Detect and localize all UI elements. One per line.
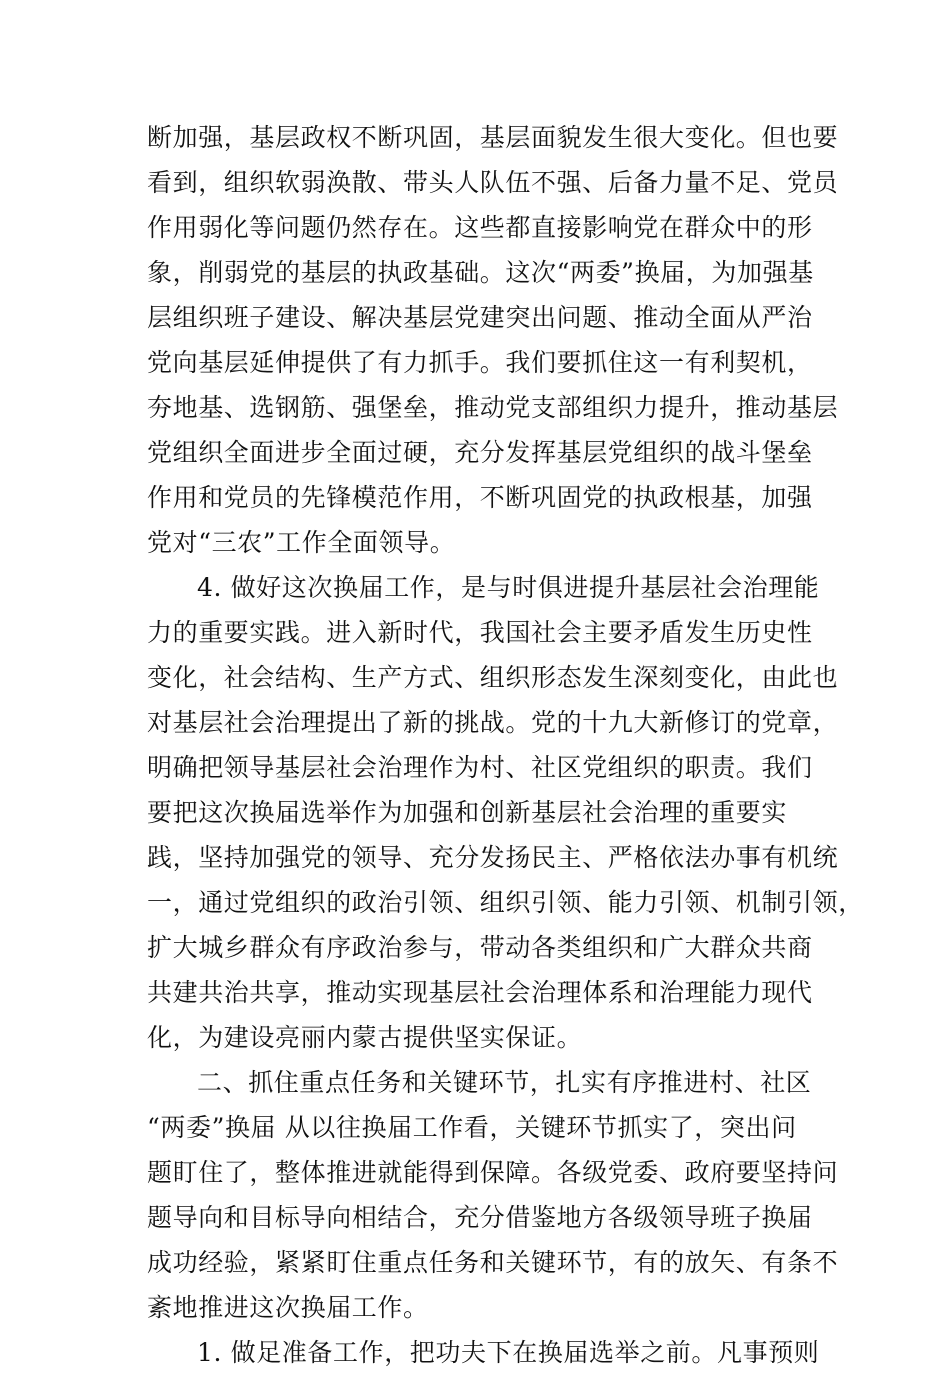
text-line: 党组织全面进步全面过硬，充分发挥基层党组织的战斗堡垒: [147, 438, 813, 467]
section-heading-line: 二、抓住重点任务和关键环节，扎实有序推进村、社区: [197, 1068, 812, 1097]
text-line: 党向基层延伸提供了有力抓手。我们要抓住这一有利契机，: [147, 348, 813, 377]
text-line: 看到，组织软弱涣散、带头人队伍不强、后备力量不足、党员: [147, 168, 839, 197]
paragraph-start-line: 1. 做足准备工作，把功夫下在换届选举之前。凡事预则: [197, 1338, 820, 1367]
document-body: [147, 115, 864, 1375]
text-line: 一，通过党组织的政治引领、组织引领、能力引领、机制引领，: [147, 888, 864, 917]
text-line: 作用弱化等问题仍然存在。这些都直接影响党在群众中的形: [147, 213, 813, 242]
text-line: 践，坚持加强党的领导、充分发扬民主、严格依法办事有机统: [147, 843, 839, 872]
text-line: 变化，社会结构、生产方式、组织形态发生深刻变化，由此也: [147, 663, 839, 692]
text-line: 层组织班子建设、解决基层党建突出问题、推动全面从严治: [147, 303, 813, 332]
text-line: 题导向和目标导向相结合，充分借鉴地方各级领导班子换届: [147, 1203, 813, 1232]
text-line: 党对“三农”工作全面领导。: [147, 528, 456, 557]
text-line: 明确把领导基层社会治理作为村、社区党组织的职责。我们: [147, 753, 813, 782]
text-line: 化，为建设亮丽内蒙古提供坚实保证。: [147, 1023, 583, 1052]
text-line: 共建共治共享，推动实现基层社会治理体系和治理能力现代: [147, 978, 813, 1007]
text-line: 成功经验，紧紧盯住重点任务和关键环节，有的放矢、有条不: [147, 1248, 839, 1277]
text-line: “两委”换届 从以往换届工作看，关键环节抓实了，突出问: [147, 1113, 797, 1142]
text-line: 象，削弱党的基层的执政基础。这次“两委”换届，为加强基: [147, 258, 814, 287]
text-line: 作用和党员的先锋模范作用，不断巩固党的执政根基，加强: [147, 483, 813, 512]
text-line: 力的重要实践。进入新时代，我国社会主要矛盾发生历史性: [147, 618, 813, 647]
text-line: 夯地基、选钢筋、强堡垒，推动党支部组织力提升，推动基层: [147, 393, 839, 422]
text-line: 扩大城乡群众有序政治参与，带动各类组织和广大群众共商: [147, 933, 813, 962]
paragraph-start-line: 4. 做好这次换届工作，是与时俱进提升基层社会治理能: [197, 573, 820, 602]
text-line: 对基层社会治理提出了新的挑战。党的十九大新修订的党章，: [147, 708, 839, 737]
text-line: 题盯住了，整体推进就能得到保障。各级党委、政府要坚持问: [147, 1158, 839, 1187]
text-line: 断加强，基层政权不断巩固，基层面貌发生很大变化。但也要: [147, 123, 839, 152]
text-line: 要把这次换届选举作为加强和创新基层社会治理的重要实: [147, 798, 788, 827]
text-line: 紊地推进这次换届工作。: [147, 1293, 429, 1322]
